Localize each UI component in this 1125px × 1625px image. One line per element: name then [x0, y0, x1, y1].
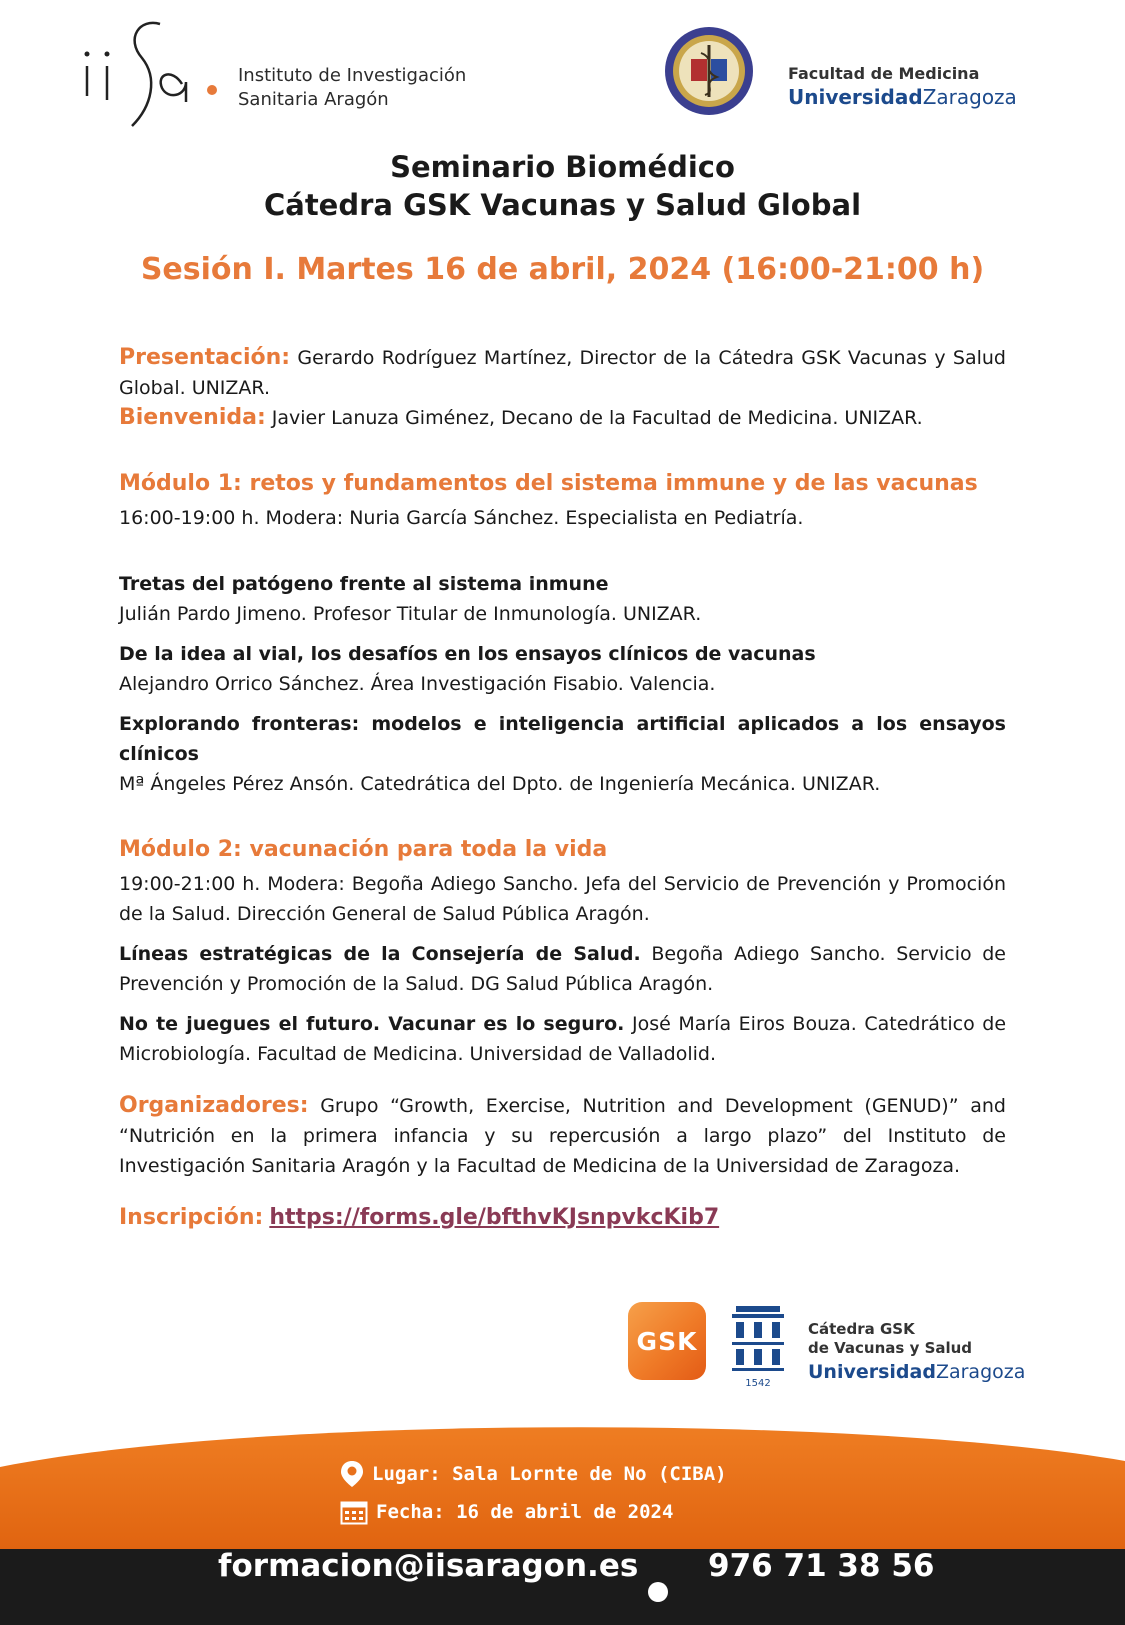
univ-bold: Universidad: [808, 1361, 936, 1383]
iisa-name: [238, 64, 466, 112]
seminar-subtitle: Cátedra GSK Vacunas y Salud Global: [263, 188, 862, 222]
faculty-name: [788, 64, 1017, 109]
bienvenida: [119, 403, 1006, 433]
header: [0, 0, 1125, 150]
uz-building-icon: [728, 1300, 788, 1392]
talk-item: [119, 1009, 1006, 1069]
catedra-name: [808, 1320, 1025, 1383]
talk-item: [119, 709, 1006, 799]
contact-phone[interactable]: 976 71 38 56: [708, 1548, 935, 1584]
university-seal-icon: [663, 25, 755, 117]
modulo2-info: 19:00-21:00 h. Modera: Begoña Adiego Sancho. Jefa del Servicio de Prevención y Promoción de la Salud. Dirección General de Salud Pública Aragón.: [119, 873, 1006, 925]
bienvenida-label: Bienvenida:: [119, 405, 266, 430]
talk-speaker: Mª Ángeles Pérez Ansón. Catedrática del Dpto. de Ingeniería Mecánica. UNIZAR.: [119, 773, 881, 795]
inscripcion: [119, 1203, 1006, 1233]
session-heading: Sesión I. Martes 16 de abril, 2024 (16:00-21:00 h): [140, 252, 985, 287]
talk-speaker: José María Eiros Bouza. Catedrático de Microbiología. Facultad de Medicina. Universidad de Valladolid.: [119, 1013, 1007, 1065]
univ-bold: Universidad: [788, 85, 923, 109]
inscripcion-label: Inscripción:: [119, 1205, 264, 1230]
bienvenida-text: Javier Lanuza Giménez, Decano de la Facultad de Medicina. UNIZAR.: [265, 407, 923, 429]
talk-speaker: Begoña Adiego Sancho. Servicio de Prevención y Promoción de la Salud. DG Salud Pública Aragón.: [119, 943, 1006, 995]
date-text: Fecha: 16 de abril de 2024: [376, 1501, 674, 1523]
iisa-logo: [80, 18, 480, 138]
presentacion: [119, 343, 1006, 403]
univ-regular: Zaragoza: [935, 1361, 1026, 1383]
contact-email[interactable]: formacion@iisaragon.es: [218, 1548, 639, 1584]
talk-item: [119, 639, 1006, 699]
title-block: [0, 148, 1125, 290]
event-details: [340, 1455, 840, 1531]
talk-item: [119, 939, 1006, 999]
program-content: [119, 343, 1006, 1233]
catedra-line1: Cátedra GSK: [808, 1320, 915, 1338]
modulo2-title: Módulo 2: vacunación para toda la vida: [119, 837, 608, 862]
talk-speaker: Julián Pardo Jimeno. Profesor Titular de Inmunología. UNIZAR.: [119, 603, 702, 625]
organizadores-text: Grupo “Growth, Exercise, Nutrition and Development (GENUD)” and “Nutrición en la primera infancia y su repercusión a largo plazo” del Instituto de Investigación Sanitaria Aragón y la Facultad de Medicina de la Universidad de Zaragoza.: [119, 1095, 1006, 1177]
modulo1-info: 16:00-19:00 h. Modera: Nuria García Sánchez. Especialista en Pediatría.: [119, 507, 804, 529]
iisa-name-line1: Instituto de Investigación: [238, 65, 467, 86]
faculty-logo: [660, 22, 1060, 122]
location-text: Lugar: Sala Lornte de No (CIBA): [372, 1463, 727, 1485]
registration-link[interactable]: https://forms.gle/bfthvKJsnpvkcKib7: [269, 1205, 720, 1230]
modulo1-title: Módulo 1: retos y fundamentos del sistema immune y de las vacunas: [119, 471, 978, 496]
presentacion-label: Presentación:: [119, 345, 291, 370]
talk-title: Tretas del patógeno frente al sistema inmune: [119, 573, 609, 595]
talk-item: [119, 569, 1006, 629]
sponsor-logos: [628, 1300, 1048, 1392]
emblem-year: 1542: [745, 1378, 771, 1389]
location-row: [340, 1455, 840, 1493]
presentacion-text: Gerardo Rodríguez Martínez, Director de la Cátedra GSK Vacunas y Salud Global. UNIZAR.: [119, 347, 1006, 399]
faculty-line1: Facultad de Medicina: [788, 64, 980, 83]
iisa-name-line2: Sanitaria Aragón: [238, 89, 389, 110]
calendar-icon: [340, 1499, 368, 1525]
organizadores: [119, 1091, 1006, 1181]
iisa-mark-icon: [80, 18, 230, 138]
seminar-title: Seminario Biomédico: [390, 150, 735, 184]
catedra-university: [808, 1361, 1025, 1383]
date-row: [340, 1493, 840, 1531]
univ-regular: Zaragoza: [922, 85, 1017, 109]
separator-dot: [648, 1582, 668, 1602]
university-name: [788, 85, 1017, 109]
talk-title: No te juegues el futuro. Vacunar es lo seguro.: [119, 1013, 625, 1035]
location-pin-icon: [340, 1460, 364, 1488]
catedra-line2: de Vacunas y Salud: [808, 1339, 973, 1357]
talk-title: De la idea al vial, los desafíos en los ensayos clínicos de vacunas: [119, 643, 816, 665]
talk-title: Explorando fronteras: modelos e inteligencia artificial aplicados a los ensayos clínicos: [119, 713, 1006, 765]
organizadores-label: Organizadores:: [119, 1093, 309, 1118]
talk-speaker: Alejandro Orrico Sánchez. Área Investigación Fisabio. Valencia.: [119, 673, 716, 695]
talk-title: Líneas estratégicas de la Consejería de Salud.: [119, 943, 641, 965]
gsk-logo: GSK: [628, 1302, 706, 1380]
